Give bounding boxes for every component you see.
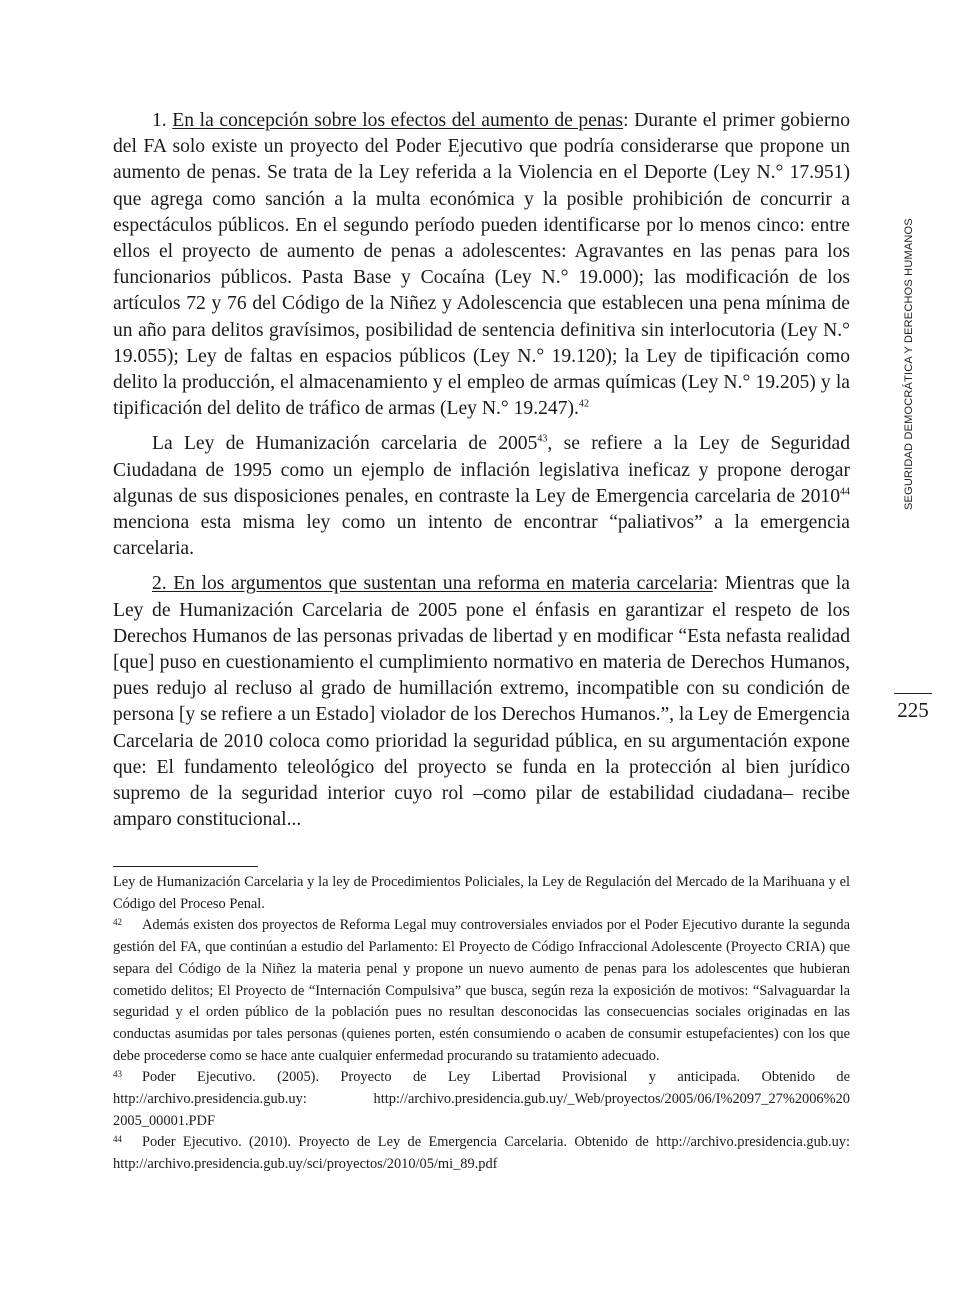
footnote-ref-43[interactable]: 43 [537,433,548,445]
paragraph-1-text: : Durante el primer gobierno del FA solo existe un proyecto del Poder Ejecutivo que podría considerarse que propone un aumento de penas. Se trata de la Ley referida a la Violencia en el Deporte (Ley N.° 17.951) que agrega como sanción a la multa económica y la posible prohibición de concurrir a espectáculos públicos. En el segundo período pueden identificarse por lo menos cinco: entre ellos el proyecto de aumento de penas a adolescentes: Agravantes en las penas para los funcionarios públicos. Pasta Base y Cocaína (Ley N.° 19.000); las modificación de los artículos 72 y 76 del Código de la Niñez y Adolescencia que establecen una pena mínima de un año para delitos gravísimos, posibilidad de sentencia definitiva sin interlocutoria (Ley N.° 19.055); Ley de faltas en espacios públicos (Ley N.° 19.120); la Ley de tipificación como delito la producción, el almacenamiento y el empleo de armas químicas (Ley N.° 19.205) y la tipificación del delito de tráfico de armas (Ley N.° 19.247). [113,110,851,420]
paragraph-3-text: : Mientras que la Ley de Humanización Carcelaria de 2005 pone el énfasis en garantizar el respeto de los Derechos Humanos de las personas privadas de libertad y en modificar “Esta nefasta realidad [que] puso en cuestionamiento el cumplimiento normativo en materia de Derechos Humanos, pues redujo al recluso al grado de humillación extremo, incompatible con su condición de persona [y se refiere a un Estado] violador de los Derechos Humanos.”, la Ley de Emergencia Carcelaria de 2010 coloca como prioridad la seguridad pública, en su argumentación expone que: El fundamento teleológico del proyecto se funda en la protección al bien jurídico supremo de la seguridad interior cuyo rol –como pilar de estabilidad ciudadana– recibe amparo constitucional... [113,573,850,831]
footnote-ref-44[interactable]: 44 [840,486,850,498]
running-title: SEGURIDAD DEMOCRÁTICA Y DERECHOS HUMANOS [903,218,915,510]
footnote-text: Poder Ejecutivo. (2005). Proyecto de Ley Libertad Provisional y anticipada. Obtenido de http://archivo.presidencia.gub.uy: http://archivo.presidencia.gub.uy/_Web/proyectos/2005/06/I%2097_27%2006%20 2005_00001.PDF [113,1069,850,1129]
footnote-separator [113,866,258,867]
paragraph-2 [113,431,850,562]
paragraph-2-part1: La Ley de Humanización carcelaria de 2005 [152,433,538,455]
paragraph-1 [113,108,850,422]
footnote-number: 44 [113,1134,122,1145]
footnote-number: 42 [113,917,122,928]
paragraph-1-heading: En la concepción sobre los efectos del aumento de penas [172,110,624,131]
footnote-42 [113,915,850,1067]
footnote-44 [113,1132,850,1175]
page-number: 225 [897,698,929,722]
footnote-continuation: Ley de Humanización Carcelaria y la ley de Procedimientos Policiales, la Ley de Regulación del Mercado de la Marihuana y el Código del Proceso Penal. [113,874,850,912]
paragraph-2-part2: , se refiere a la Ley de Seguridad Ciudadana de 1995 como un ejemplo de inflación legislativa ineficaz y propone derogar algunas de sus disposiciones penales, en contraste la Ley de Emergencia carcelaria de 2010 [113,433,850,507]
footnote-ref-42[interactable]: 42 [578,398,589,410]
paragraph-1-prefix: 1. [152,110,173,131]
paragraph-2-part3: menciona esta misma ley como un intento de encontrar “paliativos” a la emergencia carcelaria. [113,512,850,560]
paragraph-3 [113,571,850,833]
paragraph-3-heading: 2. En los argumentos que sustentan una reforma en materia carcelaria [152,573,713,595]
footnote-text: Poder Ejecutivo. (2010). Proyecto de Ley de Emergencia Carcelaria. Obtenido de http://archivo.presidencia.gub.uy: http://archivo.presidencia.gub.uy/sci/proyectos/2010/05/mi_89.pdf [113,1134,850,1173]
footnote-43 [113,1067,850,1132]
body-text [113,108,850,842]
footnotes [113,872,850,1176]
page-number-rule [894,693,932,694]
footnote-number: 43 [113,1069,122,1080]
footnote-text: Además existen dos proyectos de Reforma Legal muy controversiales enviados por el Poder Ejecutivo durante la segunda gestión del FA, que continúan a estudio del Parlamento: El Proyecto de Código Infraccional Adolescente (Proyecto CRIA) que separa del Código de la Niñez la materia penal y propone un nuevo aumento de penas para los adolescentes que hubieran cometido delitos; El Proyecto de “Internación Compulsiva” que busca, según reza la exposición de motivos: “Salvaguardar la seguridad y el orden público de la población pues no resultan desconocidas las consecuencias sociales originadas en las conductas asumidas por tales personas (quienes porten, estén consumiendo o acaben de consumir estupefacientes) con los que debe procederse como se hace ante cualquier enfermedad procurando su tratamiento adecuado. [113,917,850,1064]
